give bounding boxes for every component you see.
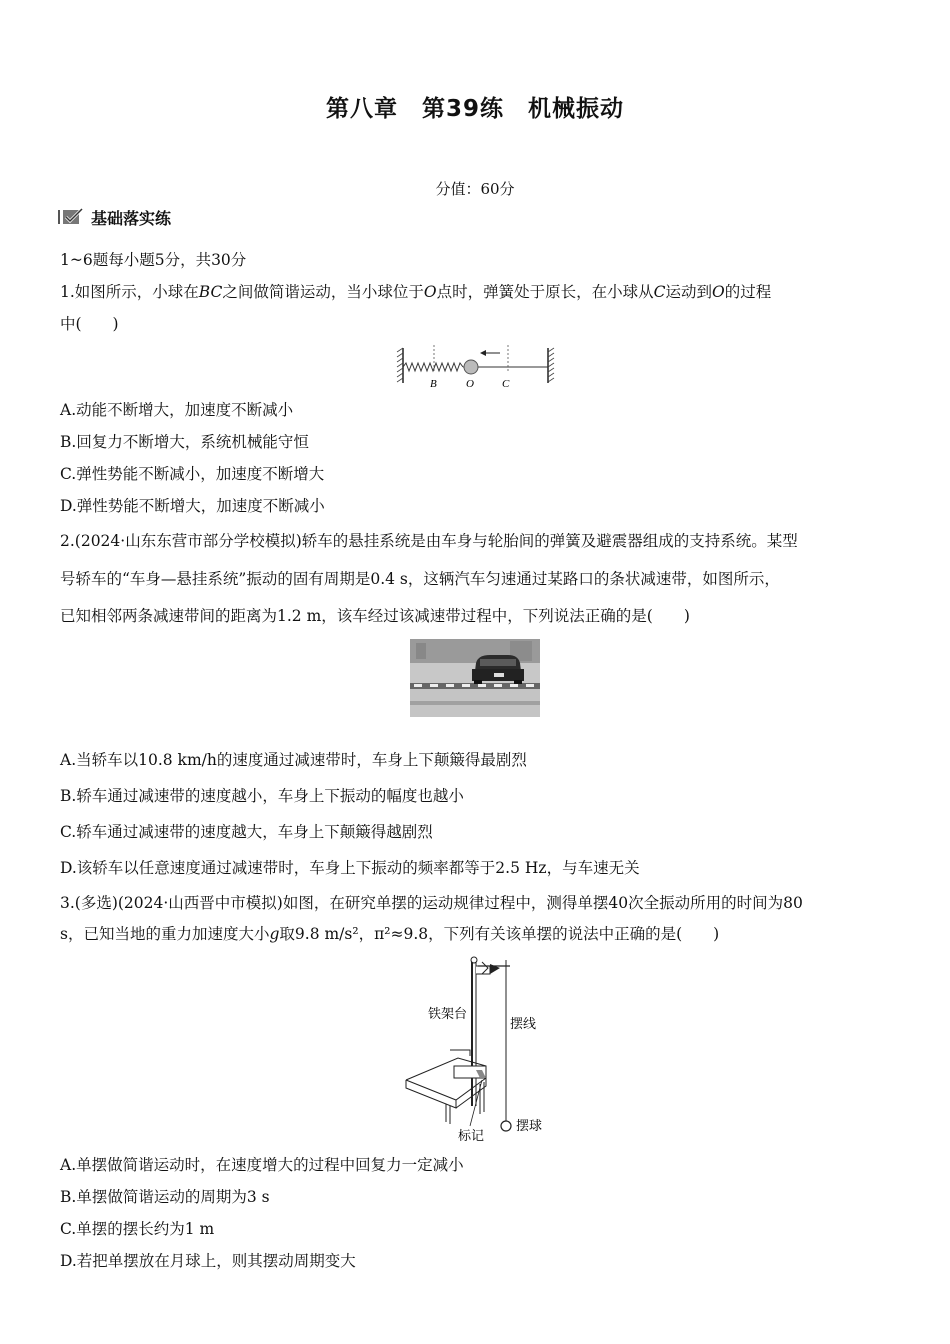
figure-label-o: O	[466, 378, 474, 390]
figure-label-c: C	[502, 378, 510, 390]
string-label: 摆线	[510, 1016, 537, 1031]
q3-option-a: A.单摆做简谐运动时，在速度增大的过程中回复力一定减小	[60, 1156, 464, 1174]
q3-stem-line2: s，已知当地的重力加速度大小g取9.8 m/s²，π²≈9.8，下列有关该单摆的说法中正确的是( )	[60, 925, 720, 943]
intro-line: 1~6题每小题5分，共30分	[60, 251, 247, 269]
q2-stem-line1: 2.(2024·山东东营市部分学校模拟)轿车的悬挂系统是由车身与轮胎间的弹簧及避震器组成的支持系统。某型	[60, 532, 798, 550]
q3-stem-line1: 3.(多选)(2024·山西晋中市模拟)如图，在研究单摆的运动规律过程中，测得单摆40次全振动所用的时间为80	[60, 894, 803, 912]
q2-stem-line2: 号轿车的“车身—悬挂系统”振动的固有周期是0.4 s，这辆汽车匀速通过某路口的条状减速带，如图所示，	[60, 570, 780, 588]
checkbox-icon	[58, 208, 84, 226]
stand-label: 铁架台	[428, 1006, 468, 1021]
section-header	[58, 206, 171, 228]
q1-option-a: A.动能不断增大，加速度不断减小	[60, 401, 294, 419]
q3-option-d: D.若把单摆放在月球上，则其摆动周期变大	[60, 1252, 356, 1270]
q1-stem-line2: 中( )	[60, 315, 119, 333]
q2-option-b: B.轿车通过减速带的速度越小，车身上下振动的幅度也越小	[60, 787, 464, 805]
pendulum-figure	[400, 954, 560, 1144]
q1-option-d: D.弹性势能不断增大，加速度不断减小	[60, 497, 325, 515]
q1-option-c: C.弹性势能不断减小，加速度不断增大	[60, 465, 325, 483]
q2-stem-line3: 已知相邻两条减速带间的距离为1.2 m，该车经过该减速带过程中，下列说法正确的是( )	[60, 607, 690, 625]
q2-option-c: C.轿车通过减速带的速度越大，车身上下颠簸得越剧烈	[60, 823, 433, 841]
spring-oscillator-figure	[396, 345, 556, 391]
q3-option-b: B.单摆做简谐运动的周期为3 s	[60, 1188, 270, 1206]
q2-option-a: A.当轿车以10.8 km/h的速度通过减速带时，车身上下颠簸得最剧烈	[60, 751, 527, 769]
figure-label-b: B	[430, 378, 437, 390]
q1-stem-line1: 1.如图所示，小球在BC之间做简谐运动，当小球位于O点时，弹簧处于原长，在小球从C运动到O的过程	[60, 283, 772, 301]
mark-label: 标记	[458, 1128, 485, 1143]
q1-option-b: B.回复力不断增大，系统机械能守恒	[60, 433, 309, 451]
page-title: 第八章 第39练 机械振动	[325, 96, 624, 122]
q2-option-d: D.该轿车以任意速度通过减速带时，车身上下振动的频率都等于2.5 Hz，与车速无关	[60, 859, 640, 877]
section-label: 基础落实练	[91, 208, 172, 228]
q3-option-c: C.单摆的摆长约为1 m	[60, 1220, 215, 1238]
ball-label: 摆球	[516, 1118, 543, 1133]
speed-bump-photo	[410, 639, 540, 717]
score-line: 分值：60分	[435, 180, 515, 198]
